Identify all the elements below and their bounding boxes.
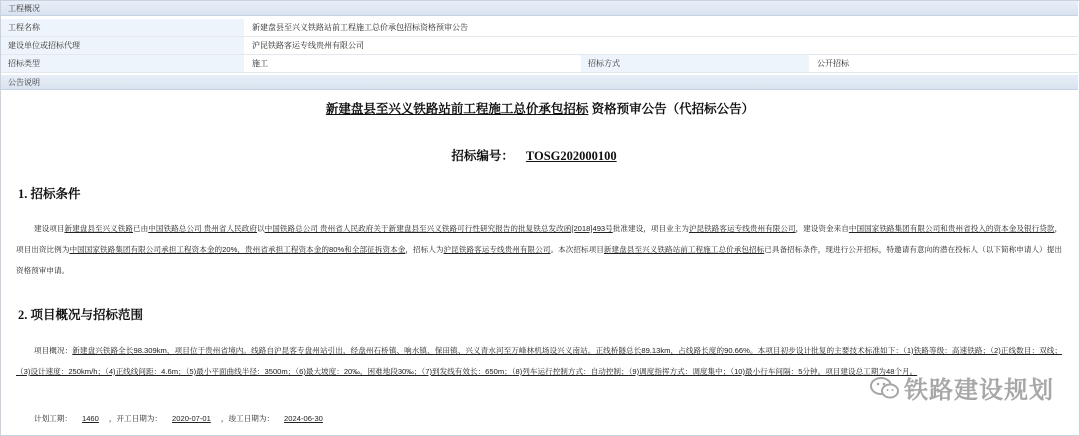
p1-text: 建设项目 xyxy=(34,224,65,233)
p1-text: 以 xyxy=(257,224,265,233)
type-label: 招标类型 xyxy=(1,55,244,72)
p1-owner: 沪昆铁路客运专线贵州有限公司 xyxy=(688,224,796,233)
document-title xyxy=(0,99,1080,117)
p1-text: ，招标人为 xyxy=(405,245,444,254)
project-name-value: 新建盘县至兴义铁路站前工程施工总价承包招标资格预审公告 xyxy=(245,19,1078,36)
start-date: 2020-07-01 xyxy=(172,414,211,423)
p1-text: ，建设资金来自 xyxy=(795,224,849,233)
end-label: ，竣工日期为： xyxy=(220,414,275,423)
p1-text: ，项目出资比例为 xyxy=(16,224,1063,254)
p1-approval-doc: 中国铁路总公司 贵州省人民政府关于新建盘县至兴义铁路可行性研究报告的批复铁总发改函[2018]493号 xyxy=(264,224,613,233)
p1-text: 。本次招标项目 xyxy=(550,245,604,254)
p1-project-name: 新建盘县至兴义铁路站前工程施工总价承包招标 xyxy=(603,245,765,254)
builder-value: 沪昆铁路客运专线贵州有限公司 xyxy=(245,37,1078,54)
title-main: 新建盘县至兴义铁路站前工程施工总价承包招标 xyxy=(325,102,589,116)
p1-text: 批准建设，项目业主为 xyxy=(612,224,689,233)
duration-value: 1460 xyxy=(81,414,99,423)
duration-label: 计划工期： xyxy=(34,414,72,423)
start-label: ，开工日期为： xyxy=(108,414,163,423)
section-header-notice: 公告说明 xyxy=(1,75,1078,90)
row-project-name xyxy=(1,19,1078,37)
watermark-text: 铁路建设规划 xyxy=(904,376,1054,404)
p2-label: 项目概况： xyxy=(34,346,73,355)
p1-ratio: 中国国家铁路集团有限公司承担工程资本金的20%，贵州省承担工程资本金的80%和全部征拆资本金 xyxy=(69,245,406,254)
bid-number xyxy=(0,146,1080,164)
end-date: 2024-06-30 xyxy=(284,414,323,423)
method-label: 招标方式 xyxy=(581,55,809,72)
project-name-label: 工程名称 xyxy=(1,19,244,36)
paragraph-bid-conditions xyxy=(16,218,1062,281)
method-value: 公开招标 xyxy=(810,55,1078,72)
heading-bid-conditions: 1. 招标条件 xyxy=(18,187,81,201)
row-builder xyxy=(1,37,1078,55)
wechat-icon xyxy=(870,376,900,406)
builder-label: 建设单位或招标代理 xyxy=(1,37,244,54)
p2-overview: 新建盘兴铁路全长98.309km，项目位于贵州省境内。线路自沪昆客专盘州站引出，经盘州石桥镇、响水镇、保田镇、兴义青水河至万峰林机场设兴义南站。正线桥隧总长89.13km，占线路长度的90.66%。本项目初步设计批复的主要技术标准如下：（1)铁路等级：高速铁路；（2)正线数目：双线；（3)设计速度：250km/h；（4)正线线间距：4.6m；（5)最小平面曲线半径：3500m；（6)最大坡度：20‰，困难地段30‰；（7)到发线有效长：650m；（8)列车运行控制方式：自动控制；（9)调度指挥方式：调度集中；（10)最小行车间隔：5分钟。项目建设总工期为48个月。 xyxy=(16,346,1062,376)
heading-project-overview: 2. 项目概况与招标范围 xyxy=(18,308,144,322)
p1-text: 已由 xyxy=(133,224,149,233)
p1-project: 新建盘县至兴义铁路 xyxy=(64,224,134,233)
type-value: 施工 xyxy=(245,55,580,72)
watermark xyxy=(870,370,1054,406)
bid-number-value: TOSG202000100 xyxy=(525,149,617,163)
row-type xyxy=(1,55,1078,73)
p1-funding: 中国国家铁路集团有限公司和贵州省投入的资本金及银行贷款 xyxy=(848,224,1055,233)
section-header-overview: 工程概况 xyxy=(1,1,1078,16)
schedule-line xyxy=(34,413,333,424)
p1-tenderer: 沪昆铁路客运专线贵州有限公司 xyxy=(443,245,551,254)
p1-text: 已具备招标条件，现进行公开招标，特邀请有意向的潜在投标人（以下简称申请人）提出资格预审申请。 xyxy=(16,245,1063,275)
bid-number-label: 招标编号： xyxy=(451,149,514,163)
p1-approver: 中国铁路总公司 贵州省人民政府 xyxy=(148,224,257,233)
title-suffix: 资格预审公告（代招标公告） xyxy=(591,102,755,116)
